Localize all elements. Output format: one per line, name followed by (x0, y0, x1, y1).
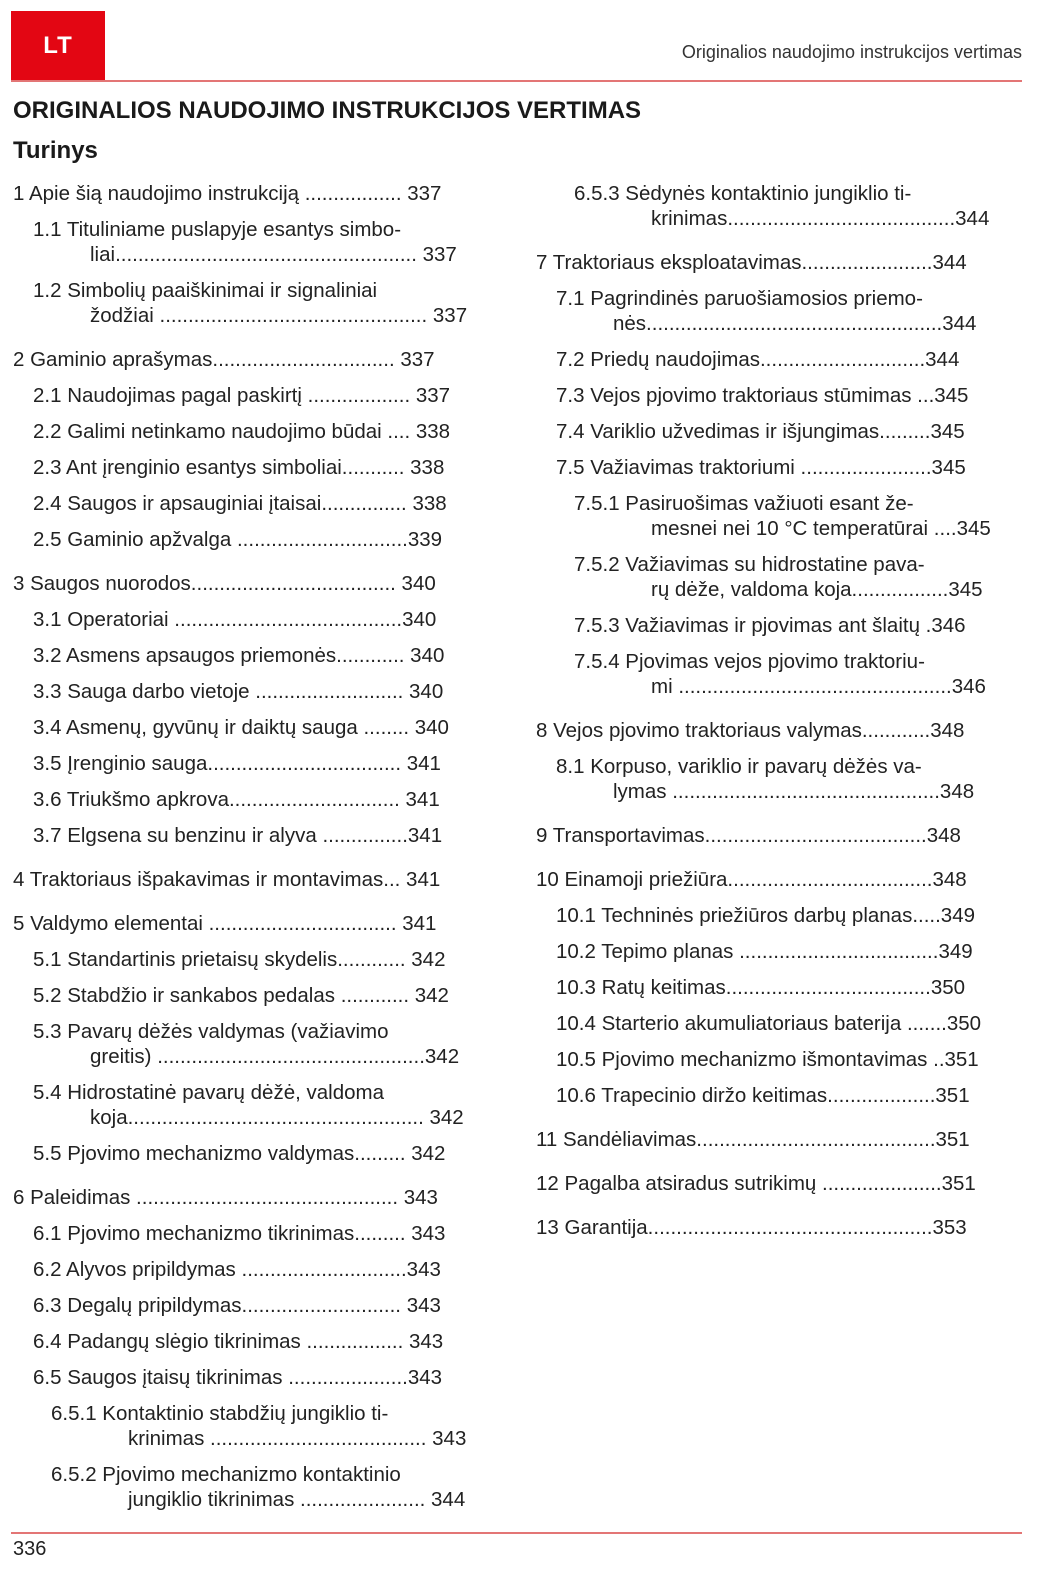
toc-entry-line: 3.7 Elgsena su benzinu ir alyva ...............341 (33, 824, 443, 847)
toc-entry-line: 6.5.1 Kontaktinio stabdžių jungiklio ti- (51, 1402, 389, 1425)
toc-entry[interactable] (13, 181, 493, 206)
toc-entry-line: 3.4 Asmenų, gyvūnų ir daiktų sauga ........ 340 (33, 716, 449, 739)
toc-entry-continuation: mesnei nei 10 °C temperatūrai ....345 (651, 517, 991, 540)
toc-entry-line: 7.3 Vejos pjovimo traktoriaus stūmimas ...345 (556, 384, 969, 407)
toc-entry-line: 8.1 Korpuso, variklio ir pavarų dėžės va- (556, 755, 922, 778)
toc-entry[interactable] (536, 1127, 1020, 1152)
toc-entry[interactable] (13, 1221, 493, 1246)
toc-entry[interactable] (536, 867, 1020, 892)
toc-entry-line: 2 Gaminio aprašymas................................ 337 (13, 348, 435, 371)
toc-entry[interactable] (13, 947, 493, 972)
toc-entry[interactable] (536, 823, 1020, 848)
toc-entry-continuation: rų dėže, valdoma koja.................345 (651, 578, 983, 601)
toc-entry[interactable] (13, 1365, 493, 1390)
toc-entry-line: 6.5 Saugos įtaisų tikrinimas .....................343 (33, 1366, 443, 1389)
toc-entry-continuation: jungiklio tikrinimas ...................... 344 (128, 1488, 466, 1511)
toc-entry[interactable] (13, 527, 493, 552)
toc-entry[interactable] (536, 975, 1020, 1000)
toc-entry-line: 7.5.2 Važiavimas su hidrostatine pava- (574, 553, 925, 576)
toc-entry[interactable] (536, 347, 1020, 372)
toc-entry[interactable] (13, 1141, 493, 1166)
toc-entry-line: 3.5 Įrenginio sauga.................................. 341 (33, 752, 441, 775)
toc-entry[interactable] (13, 751, 493, 776)
toc-entry-line: 3.6 Triukšmo apkrova.............................. 341 (33, 788, 440, 811)
toc-entry[interactable] (536, 455, 1020, 480)
toc-entry[interactable] (536, 491, 1020, 541)
toc-entry[interactable] (536, 181, 1020, 231)
toc-entry-continuation: mi ................................................346 (651, 675, 986, 698)
toc-entry-line: 7.5.4 Pjovimas vejos pjovimo traktoriu- (574, 650, 925, 673)
toc-entry[interactable] (13, 679, 493, 704)
toc-entry[interactable] (536, 286, 1020, 336)
toc-entry-line: 10.1 Techninės priežiūros darbų planas.....349 (556, 904, 976, 927)
toc-entry-line: 1.2 Simbolių paaiškinimai ir signaliniai (33, 279, 378, 302)
toc-entry-line: 7.2 Priedų naudojimas.............................344 (556, 348, 960, 371)
page-number: 336 (13, 1538, 47, 1560)
toc-entry-line: 12 Pagalba atsiradus sutrikimų .....................351 (536, 1172, 976, 1195)
toc-entry-line: 7.1 Pagrindinės paruošiamosios priemo- (556, 287, 923, 310)
toc-entry-line: 10.3 Ratų keitimas....................................350 (556, 976, 966, 999)
toc-entry-line: 5.1 Standartinis prietaisų skydelis............ 342 (33, 948, 446, 971)
toc-entry[interactable] (13, 1293, 493, 1318)
toc-entry-line: 4 Traktoriaus išpakavimas ir montavimas... 341 (13, 868, 441, 891)
toc-entry[interactable] (13, 1401, 493, 1451)
toc-entry[interactable] (536, 419, 1020, 444)
toc-entry-continuation: greitis) ...............................................342 (90, 1045, 460, 1068)
toc-entry[interactable] (536, 1047, 1020, 1072)
toc-entry[interactable] (13, 607, 493, 632)
toc-entry[interactable] (536, 754, 1020, 804)
toc-entry-line: 6.5.3 Sėdynės kontaktinio jungiklio ti- (574, 182, 912, 205)
toc-entry-line: 6.5.2 Pjovimo mechanizmo kontaktinio (51, 1463, 401, 1486)
toc-entry-line: 7 Traktoriaus eksploatavimas.......................344 (536, 251, 967, 274)
toc-entry[interactable] (536, 552, 1020, 602)
toc-entry-line: 3.2 Asmens apsaugos priemonės............ 340 (33, 644, 445, 667)
toc-entry-continuation: nės....................................................344 (613, 312, 977, 335)
toc-entry-line: 7.5.3 Važiavimas ir pjovimas ant šlaitų .346 (574, 614, 966, 637)
toc-entry-line: 9 Transportavimas.......................................348 (536, 824, 961, 847)
language-tab: LT (11, 11, 105, 81)
toc-entry-line: 6.3 Degalų pripildymas............................ 343 (33, 1294, 441, 1317)
toc-entry-line: 10.6 Trapecinio diržo keitimas...................351 (556, 1084, 970, 1107)
toc-entry[interactable] (13, 347, 493, 372)
toc-entry-continuation: krinimas........................................344 (651, 207, 990, 230)
toc-entry[interactable] (13, 643, 493, 668)
toc-entry[interactable] (13, 823, 493, 848)
toc-entry-line: 2.1 Naudojimas pagal paskirtį .................. 337 (33, 384, 451, 407)
toc-entry[interactable] (13, 1185, 493, 1210)
toc-entry-line: 7.5 Važiavimas traktoriumi .......................345 (556, 456, 966, 479)
toc-entry-line: 10.5 Pjovimo mechanizmo išmontavimas ..351 (556, 1048, 979, 1071)
toc-entry-line: 3.1 Operatoriai ........................................340 (33, 608, 437, 631)
footer-rule (11, 1532, 1022, 1534)
toc-entry-line: 5 Valdymo elementai ................................. 341 (13, 912, 437, 935)
toc-entry[interactable] (13, 383, 493, 408)
toc-entry-line: 6.1 Pjovimo mechanizmo tikrinimas......... 343 (33, 1222, 446, 1245)
toc-entry-line: 13 Garantija..................................................353 (536, 1216, 967, 1239)
toc-entry-line: 10 Einamoji priežiūra....................................348 (536, 868, 967, 891)
toc-entry[interactable] (13, 1257, 493, 1282)
toc-entry-line: 1 Apie šią naudojimo instrukciją ................. 337 (13, 182, 442, 205)
toc-entry-line: 8 Vejos pjovimo traktoriaus valymas............348 (536, 719, 965, 742)
toc-entry-line: 2.5 Gaminio apžvalga ..............................339 (33, 528, 443, 551)
toc-entry[interactable] (13, 491, 493, 516)
toc-entry[interactable] (13, 571, 493, 596)
toc-entry[interactable] (13, 1019, 493, 1069)
toc-entry-continuation: liai..................................................... 337 (90, 243, 457, 266)
toc-entry-line: 5.2 Stabdžio ir sankabos pedalas ............ 342 (33, 984, 449, 1007)
toc-entry-continuation: žodžiai ............................................... 337 (90, 304, 468, 327)
toc-entry[interactable] (13, 983, 493, 1008)
toc-right-column (536, 181, 1020, 1240)
toc-entry[interactable] (536, 718, 1020, 743)
toc-left-column (13, 181, 493, 1512)
toc-entry-continuation: krinimas ...................................... 343 (128, 1427, 467, 1450)
toc-entry[interactable] (13, 1462, 493, 1512)
toc-entry[interactable] (536, 939, 1020, 964)
toc-entry[interactable] (536, 383, 1020, 408)
toc-heading: Turinys (13, 137, 98, 164)
toc-entry-line: 6.4 Padangų slėgio tikrinimas ................. 343 (33, 1330, 444, 1353)
toc-entry-line: 7.5.1 Pasiruošimas važiuoti esant že- (574, 492, 914, 515)
toc-entry-line: 6 Paleidimas .............................................. 343 (13, 1186, 438, 1209)
toc-entry[interactable] (536, 613, 1020, 638)
toc-entry[interactable] (536, 1171, 1020, 1196)
toc-entry-line: 10.2 Tepimo planas ...................................349 (556, 940, 973, 963)
toc-entry[interactable] (13, 278, 493, 328)
toc-entry-line: 5.5 Pjovimo mechanizmo valdymas......... 342 (33, 1142, 446, 1165)
toc-entry[interactable] (13, 911, 493, 936)
toc-entry-line: 2.3 Ant įrenginio esantys simboliai........... 338 (33, 456, 445, 479)
toc-entry[interactable] (13, 715, 493, 740)
toc-entry[interactable] (13, 455, 493, 480)
toc-entry[interactable] (536, 250, 1020, 275)
toc-entry[interactable] (536, 1011, 1020, 1036)
toc-entry[interactable] (536, 649, 1020, 699)
toc-entry[interactable] (13, 419, 493, 444)
running-header-title: Originalios naudojimo instrukcijos vertimas (681, 42, 1022, 62)
document-title: ORIGINALIOS NAUDOJIMO INSTRUKCIJOS VERTIMAS (13, 97, 642, 124)
toc-entry-continuation: koja.................................................... 342 (90, 1106, 464, 1129)
toc-entry-line: 10.4 Starterio akumuliatoriaus baterija .......350 (556, 1012, 982, 1035)
toc-entry-line: 6.2 Alyvos pripildymas .............................343 (33, 1258, 441, 1281)
toc-entry-line: 11 Sandėliavimas..........................................351 (536, 1128, 970, 1151)
toc-entry[interactable] (13, 1080, 493, 1130)
toc-entry[interactable] (13, 787, 493, 812)
toc-entry[interactable] (536, 1215, 1020, 1240)
toc-entry-line: 7.4 Variklio užvedimas ir išjungimas.........345 (556, 420, 965, 443)
header-rule (11, 80, 1022, 82)
toc-entry-line: 3.3 Sauga darbo vietoje .......................... 340 (33, 680, 444, 703)
toc-entry[interactable] (13, 1329, 493, 1354)
toc-entry-continuation: lymas ...............................................348 (613, 780, 975, 803)
toc-entry-line: 2.2 Galimi netinkamo naudojimo būdai .... 338 (33, 420, 451, 443)
toc-entry-line: 1.1 Tituliniame puslapyje esantys simbo- (33, 218, 402, 241)
toc-entry-line: 2.4 Saugos ir apsauginiai įtaisai............... 338 (33, 492, 447, 515)
toc-entry-line: 5.4 Hidrostatinė pavarų dėžė, valdoma (33, 1081, 384, 1104)
toc-entry[interactable] (536, 1083, 1020, 1108)
toc-entry[interactable] (13, 217, 493, 267)
toc-entry-line: 3 Saugos nuorodos.................................... 340 (13, 572, 436, 595)
toc-entry-line: 5.3 Pavarų dėžės valdymas (važiavimo (33, 1020, 389, 1043)
toc-entry[interactable] (536, 903, 1020, 928)
toc-entry[interactable] (13, 867, 493, 892)
